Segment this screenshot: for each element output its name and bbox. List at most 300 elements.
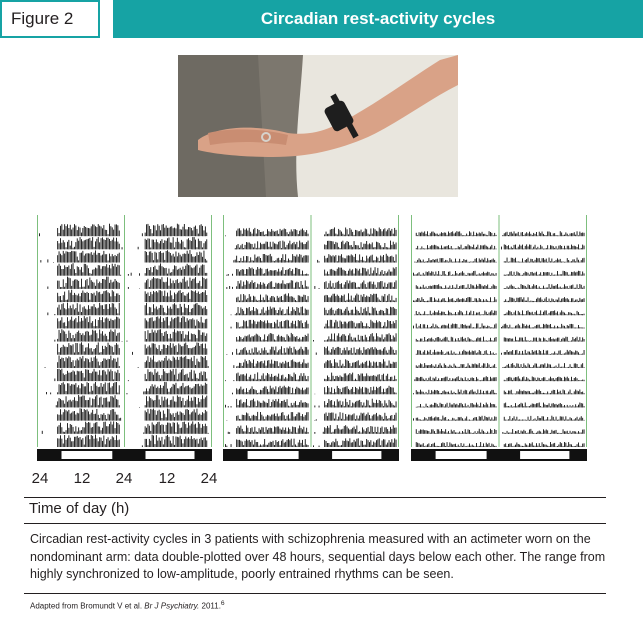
- activity-bar: [444, 407, 445, 408]
- activity-bar: [156, 395, 157, 407]
- activity-bar: [243, 362, 244, 368]
- activity-bar: [64, 287, 65, 289]
- activity-bar: [296, 363, 297, 368]
- activity-bar: [96, 359, 97, 368]
- activity-bar: [174, 385, 175, 395]
- activity-bar: [306, 230, 307, 236]
- activity-bar: [431, 326, 432, 328]
- activity-bar: [119, 231, 120, 237]
- activity-bar: [551, 259, 552, 263]
- activity-bar: [523, 235, 524, 236]
- activity-bar: [260, 444, 261, 447]
- activity-bar: [433, 392, 434, 395]
- activity-bar: [103, 436, 104, 448]
- activity-bar: [530, 380, 531, 381]
- activity-bar: [294, 417, 295, 421]
- activity-bar: [393, 307, 394, 315]
- activity-bar: [75, 375, 76, 381]
- activity-bar: [102, 331, 103, 341]
- activity-bar: [435, 390, 436, 394]
- activity-bar: [394, 415, 395, 421]
- activity-bar: [167, 238, 168, 249]
- activity-bar: [365, 431, 366, 434]
- activity-bar: [468, 378, 469, 381]
- activity-bar: [98, 405, 99, 407]
- activity-bar: [80, 270, 81, 276]
- activity-bar: [389, 248, 390, 250]
- activity-bar: [435, 352, 436, 355]
- activity-bar: [368, 234, 369, 237]
- activity-bar: [167, 398, 168, 407]
- activity-bar: [91, 335, 92, 342]
- activity-bar: [80, 371, 81, 381]
- activity-bar: [233, 260, 234, 262]
- activity-bar: [277, 426, 278, 433]
- activity-bar: [435, 403, 436, 408]
- activity-bar: [150, 398, 151, 407]
- activity-bar: [584, 367, 585, 368]
- activity-bar: [308, 432, 309, 434]
- activity-bar: [427, 314, 428, 315]
- activity-bar: [383, 326, 384, 329]
- activity-bar: [303, 427, 304, 434]
- activity-bar: [414, 275, 415, 276]
- activity-bar: [108, 277, 109, 289]
- activity-bar: [77, 332, 78, 342]
- activity-bar: [303, 337, 304, 342]
- activity-bar: [184, 304, 185, 315]
- activity-bar: [433, 378, 434, 382]
- activity-bar: [188, 320, 189, 328]
- activity-bar: [236, 416, 237, 421]
- activity-bar: [390, 442, 391, 447]
- activity-bar: [287, 320, 288, 329]
- activity-bar: [451, 380, 452, 381]
- activity-bar: [178, 242, 179, 250]
- activity-bar: [558, 298, 559, 303]
- activity-bar: [294, 439, 295, 447]
- activity-bar: [417, 246, 418, 250]
- activity-bar: [70, 306, 71, 316]
- activity-bar: [71, 338, 72, 341]
- figure-title: Circadian rest-activity cycles: [113, 0, 643, 38]
- activity-bar: [507, 301, 508, 302]
- activity-bar: [379, 362, 380, 368]
- activity-bar: [363, 392, 364, 394]
- activity-bar: [519, 389, 520, 394]
- activity-bar: [305, 347, 306, 355]
- activity-bar: [537, 258, 538, 262]
- activity-bar: [288, 234, 289, 236]
- activity-bar: [73, 371, 74, 382]
- activity-bar: [91, 358, 92, 368]
- activity-bar: [522, 351, 523, 355]
- activity-bar: [191, 436, 192, 447]
- activity-bar: [75, 308, 76, 315]
- activity-bar: [451, 288, 452, 289]
- activity-bar: [384, 313, 385, 315]
- activity-bar: [116, 399, 117, 407]
- activity-bar: [275, 270, 276, 276]
- activity-bar: [348, 242, 349, 249]
- activity-bar: [289, 327, 290, 329]
- activity-bar: [198, 384, 199, 395]
- activity-bar: [108, 268, 109, 276]
- activity-bar: [288, 406, 289, 408]
- activity-bar: [444, 354, 445, 355]
- activity-bar: [291, 333, 292, 342]
- activity-bar: [110, 268, 111, 275]
- activity-bar: [106, 317, 107, 328]
- activity-bar: [149, 345, 150, 355]
- activity-bar: [164, 321, 165, 329]
- activity-bar: [146, 388, 147, 394]
- activity-bar: [60, 310, 61, 316]
- activity-bar: [183, 227, 184, 237]
- activity-bar: [487, 247, 488, 250]
- activity-bar: [324, 427, 325, 434]
- activity-bar: [70, 345, 71, 355]
- activity-bar: [288, 386, 289, 394]
- activity-bar: [166, 425, 167, 434]
- activity-bar: [363, 309, 364, 315]
- activity-bar: [509, 325, 510, 329]
- activity-bar: [57, 266, 58, 276]
- activity-bar: [287, 348, 288, 355]
- activity-bar: [356, 416, 357, 421]
- activity-bar: [47, 313, 48, 316]
- activity-bar: [468, 393, 469, 394]
- activity-bar: [354, 392, 355, 394]
- activity-bar: [387, 309, 388, 315]
- activity-bar: [250, 442, 251, 447]
- activity-bar: [380, 415, 381, 421]
- activity-bar: [259, 284, 260, 289]
- activity-bar: [536, 364, 537, 368]
- activity-bar: [261, 446, 262, 448]
- activity-bar: [75, 426, 76, 434]
- activity-bar: [188, 396, 189, 408]
- activity-bar: [370, 268, 371, 276]
- activity-bar: [571, 377, 572, 381]
- activity-bar: [482, 354, 483, 355]
- activity-bar: [257, 267, 258, 276]
- activity-bar: [437, 274, 438, 275]
- activity-bar: [368, 269, 369, 275]
- activity-bar: [416, 354, 417, 355]
- activity-bar: [105, 334, 106, 342]
- activity-bar: [199, 322, 200, 328]
- activity-bar: [57, 369, 58, 381]
- activity-bar: [349, 245, 350, 249]
- activity-bar: [188, 378, 189, 382]
- activity-bar: [327, 288, 328, 289]
- activity-bar: [198, 273, 199, 276]
- activity-bar: [516, 325, 517, 328]
- activity-bar: [546, 297, 547, 302]
- activity-bar: [204, 358, 205, 368]
- activity-bar: [554, 301, 555, 302]
- activity-bar: [469, 365, 470, 368]
- activity-bar: [119, 348, 120, 355]
- activity-bar: [473, 327, 474, 328]
- activity-bar: [542, 275, 543, 276]
- activity-bar: [461, 233, 462, 236]
- activity-bar: [153, 332, 154, 341]
- activity-bar: [247, 281, 248, 289]
- activity-bar: [75, 273, 76, 276]
- activity-bar: [351, 254, 352, 262]
- activity-bar: [463, 285, 464, 289]
- activity-bar: [102, 387, 103, 395]
- activity-bar: [560, 327, 561, 328]
- activity-bar: [452, 262, 453, 263]
- activity-bar: [64, 361, 65, 368]
- activity-bar: [239, 353, 240, 355]
- activity-bar: [80, 357, 81, 368]
- activity-bar: [438, 262, 439, 263]
- activity-bar: [94, 399, 95, 407]
- activity-bar: [361, 402, 362, 408]
- activity-bar: [96, 279, 97, 289]
- activity-bar: [447, 260, 448, 262]
- activity-bar: [547, 288, 548, 289]
- activity-bar: [267, 403, 268, 408]
- activity-bar: [261, 232, 262, 236]
- activity-bar: [565, 262, 566, 263]
- activity-bar: [280, 308, 281, 316]
- activity-bar: [477, 275, 478, 276]
- activity-bar: [519, 312, 520, 315]
- activity-bar: [285, 284, 286, 289]
- activity-bar: [145, 305, 146, 315]
- activity-bar: [236, 298, 237, 303]
- activity-bar: [476, 233, 477, 237]
- activity-bar: [514, 259, 515, 263]
- activity-bar: [236, 269, 237, 276]
- activity-bar: [479, 312, 480, 315]
- activity-bar: [282, 230, 283, 237]
- activity-bar: [533, 352, 534, 355]
- activity-bar: [380, 401, 381, 408]
- activity-bar: [379, 300, 380, 303]
- activity-bar: [574, 232, 575, 236]
- activity-bar: [84, 351, 85, 354]
- activity-bar: [577, 258, 578, 263]
- activity-bar: [334, 271, 335, 276]
- activity-bar: [74, 224, 75, 236]
- activity-bar: [195, 256, 196, 262]
- activity-bar: [156, 269, 157, 275]
- activity-bar: [256, 258, 257, 263]
- activity-bar: [101, 294, 102, 302]
- activity-bar: [383, 349, 384, 355]
- activity-bar: [122, 341, 123, 342]
- activity-bar: [284, 364, 285, 368]
- activity-bar: [295, 389, 296, 395]
- activity-bar: [394, 301, 395, 303]
- activity-bar: [461, 378, 462, 382]
- activity-bar: [145, 273, 146, 276]
- activity-bar: [421, 297, 422, 302]
- activity-bar: [274, 414, 275, 421]
- activity-bar: [574, 391, 575, 394]
- activity-bar: [291, 393, 292, 394]
- activity-bar: [256, 431, 257, 433]
- activity-bar: [89, 362, 90, 368]
- activity-bar: [505, 299, 506, 302]
- activity-bar: [577, 299, 578, 302]
- activity-bar: [66, 357, 67, 368]
- activity-bar: [493, 259, 494, 263]
- activity-bar: [420, 363, 421, 368]
- activity-bar: [389, 294, 390, 302]
- activity-bar: [511, 247, 512, 250]
- activity-bar: [470, 261, 471, 262]
- activity-bar: [197, 303, 198, 315]
- activity-bar: [94, 225, 95, 237]
- activity-bar: [519, 338, 520, 342]
- activity-bar: [267, 320, 268, 328]
- activity-bar: [73, 427, 74, 434]
- activity-bar: [391, 256, 392, 263]
- activity-bar: [236, 388, 237, 394]
- activity-bar: [181, 256, 182, 262]
- activity-bar: [67, 358, 68, 368]
- activity-bar: [89, 373, 90, 381]
- activity-bar: [264, 402, 265, 408]
- activity-bar: [461, 299, 462, 302]
- activity-bar: [577, 364, 578, 368]
- activity-bar: [306, 364, 307, 368]
- activity-bar: [302, 337, 303, 342]
- activity-bar: [452, 324, 453, 329]
- activity-bar: [174, 401, 175, 407]
- activity-bar: [275, 283, 276, 289]
- activity-bar: [352, 363, 353, 368]
- activity-bar: [377, 282, 378, 289]
- activity-bar: [184, 387, 185, 394]
- activity-bar: [254, 374, 255, 381]
- activity-bar: [528, 391, 529, 394]
- activity-bar: [379, 282, 380, 289]
- activity-bar: [74, 251, 75, 262]
- activity-bar: [386, 416, 387, 421]
- activity-bar: [454, 341, 455, 342]
- activity-bar: [296, 230, 297, 236]
- activity-bar: [257, 284, 258, 289]
- activity-bar: [257, 432, 258, 434]
- activity-bar: [340, 256, 341, 263]
- activity-bar: [150, 333, 151, 342]
- activity-bar: [94, 304, 95, 315]
- activity-bar: [351, 245, 352, 249]
- activity-bar: [530, 367, 531, 368]
- activity-bar: [571, 298, 572, 302]
- activity-bar: [416, 274, 417, 275]
- activity-bar: [108, 383, 109, 394]
- activity-bar: [98, 292, 99, 302]
- activity-bar: [163, 336, 164, 342]
- activity-bar: [570, 324, 571, 328]
- activity-bar: [356, 388, 357, 394]
- activity-bar: [159, 252, 160, 263]
- activity-bar: [487, 235, 488, 236]
- activity-bar: [153, 225, 154, 236]
- activity-bar: [433, 324, 434, 329]
- activity-bar: [205, 290, 206, 302]
- activity-bar: [342, 350, 343, 355]
- activity-bar: [521, 391, 522, 395]
- activity-bar: [177, 352, 178, 355]
- activity-bar: [108, 437, 109, 447]
- activity-bar: [253, 229, 254, 236]
- activity-bar: [201, 306, 202, 315]
- activity-bar: [475, 340, 476, 341]
- activity-bar: [152, 272, 153, 275]
- activity-bar: [387, 284, 388, 289]
- activity-bar: [192, 421, 193, 433]
- activity-bar: [368, 283, 369, 289]
- activity-bar: [568, 275, 569, 276]
- activity-bar: [174, 358, 175, 368]
- activity-bar: [465, 275, 466, 276]
- activity-bar: [437, 337, 438, 342]
- activity-bar: [508, 235, 509, 236]
- activity-bar: [396, 280, 397, 289]
- activity-bar: [554, 286, 555, 289]
- activity-bar: [160, 329, 161, 341]
- activity-bar: [95, 296, 96, 303]
- activity-bar: [391, 387, 392, 394]
- activity-bar: [449, 341, 450, 342]
- activity-bar: [95, 226, 96, 236]
- activity-bar: [523, 354, 524, 355]
- activity-bar: [268, 374, 269, 381]
- activity-bar: [447, 314, 448, 315]
- activity-bar: [166, 241, 167, 250]
- activity-bar: [373, 271, 374, 276]
- activity-bar: [386, 308, 387, 315]
- activity-bar: [253, 283, 254, 289]
- activity-bar: [359, 254, 360, 262]
- activity-bar: [380, 256, 381, 263]
- activity-bar: [163, 318, 164, 328]
- activity-bar: [522, 258, 523, 262]
- activity-bar: [448, 324, 449, 329]
- activity-bar: [393, 257, 394, 263]
- activity-bar: [240, 230, 241, 236]
- activity-bar: [563, 248, 564, 249]
- activity-bar: [242, 286, 243, 289]
- activity-bar: [243, 248, 244, 249]
- activity-bar: [420, 249, 421, 250]
- activity-bar: [333, 413, 334, 421]
- activity-bar: [68, 266, 69, 276]
- activity-bar: [84, 240, 85, 249]
- activity-bar: [80, 322, 81, 329]
- activity-bar: [382, 247, 383, 249]
- activity-bar: [170, 360, 171, 368]
- activity-bar: [456, 299, 457, 302]
- activity-bar: [348, 351, 349, 355]
- activity-bar: [334, 333, 335, 341]
- activity-bar: [496, 273, 497, 276]
- activity-bar: [152, 279, 153, 289]
- activity-bar: [451, 325, 452, 329]
- activity-bar: [521, 327, 522, 328]
- activity-bar: [484, 364, 485, 368]
